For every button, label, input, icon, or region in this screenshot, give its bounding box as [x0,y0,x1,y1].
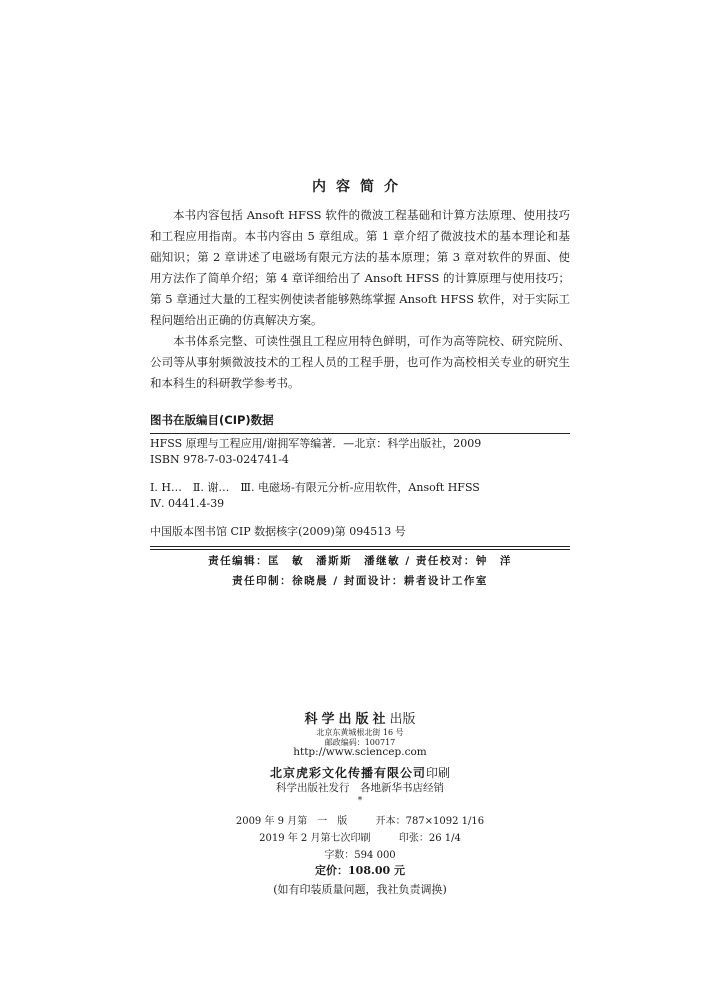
edition-row [0,812,720,827]
impression-row [0,829,720,844]
quality-notice: (如有印装质量问题，我社负责调换) [273,883,447,896]
intro-paragraph-1: 本书内容包括 Ansoft HFSS 软件的微波工程基础和计算方法原理、使用技巧和工程应用指南。本书内容由 5 章组成。第 1 章介绍了微波技术的基本理论和基础知识；第 2 章讲述了电磁场有限元方法的基本原理；第 3 章对软件的界面、使用方法作了简单介绍；第 4 章详细给出了 Ansoft HFSS 的计算原理与使用技巧；第 5 章通过大量的工程实例使读者能够熟练掌握 Ansoft HFSS 软件，对于实际工程问题给出正确的仿真解决方案。 [150,208,570,327]
publisher-address: 北京东黄城根北街 16 号 [316,728,404,737]
intro-text [150,205,570,394]
cip-heading: 图书在版编目(CIP)数据 [150,412,570,434]
impression: 2019 年 2 月第七次印刷 [259,833,371,844]
staff-line-2: 责任印制：徐晓晨 / 封面设计：耕者设计工作室 [232,575,488,587]
cip-isbn: ISBN 978-7-03-024741-4 [150,453,289,466]
edition: 2009 年 9 月第 一 版 [235,816,348,827]
sheets: 印张：26 1/4 [398,833,461,844]
cip-bottom-rule [150,546,570,547]
cip-record-title: HFSS 原理与工程应用/谢拥军等编著．—北京：科学出版社，2009 [150,437,482,450]
cip-subjects: Ⅰ. H… Ⅱ. 谢… Ⅲ. 电磁场-有限元分析-应用软件，Ansoft HFSS [150,481,480,494]
format: 开本：787×1092 1/16 [375,816,485,827]
intro-paragraph-2: 本书体系完整、可读性强且工程应用特色鲜明，可作为高等院校、研究院所、公司等从事射频微波技术的工程人员的工程手册，也可作为高校相关专业的研究生和本科生的科研教学参考书。 [150,334,570,390]
cip-bottom-rule-thin [150,549,570,550]
separator-star: * [357,796,363,806]
publisher-url: http://www.sciencep.com [293,746,427,758]
printer-name: 北京虎彩文化传播有限公司 [269,766,426,780]
publisher-line [0,708,720,727]
staff-line-1: 责任编辑：匡 敏 潘斯斯 潘继敏 / 责任校对：钟 洋 [208,555,512,567]
publisher-suffix: 出版 [389,712,416,727]
cip-record [150,436,570,540]
cip-classification: Ⅳ. 0441.4-39 [150,497,225,510]
price: 定价：108.00 元 [315,864,405,877]
publisher-name: 科学出版社 [304,712,390,727]
publisher-postcode: 邮政编码：100717 [324,738,396,747]
cip-number: 中国版本图书馆 CIP 数据核字(2009)第 094513 号 [150,525,406,538]
printer-suffix: 印刷 [426,766,451,780]
printer-line [0,762,720,781]
intro-title: 内容简介 [312,179,408,195]
word-count: 字数：594 000 [324,850,396,861]
distribution: 科学出版社发行 各地新华书店经销 [276,782,444,794]
